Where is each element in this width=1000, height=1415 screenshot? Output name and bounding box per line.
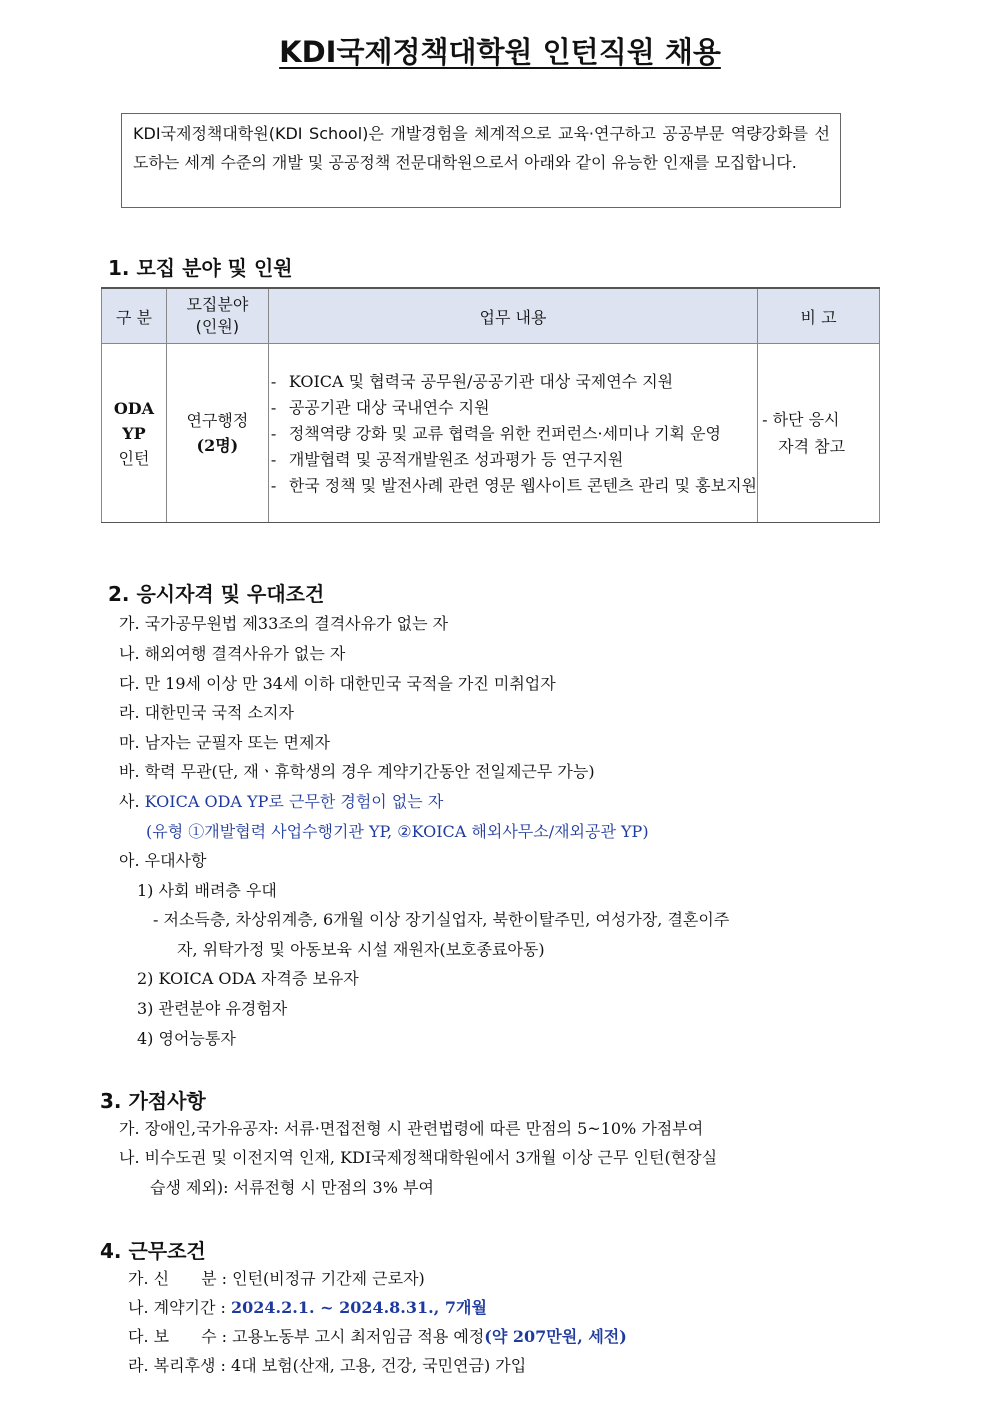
qual-item: 마. 남자는 군필자 또는 면제자	[119, 733, 330, 752]
header-field: 모집분야 (인원)	[166, 288, 268, 344]
header-note: 비 고	[758, 288, 880, 344]
pref-item: 3) 관련분야 유경험자	[137, 999, 288, 1018]
qual-item-sa-sub: (유형 ①개발협력 사업수행기관 YP, ②KOICA 해외사무소/재외공관 YP)	[146, 822, 649, 841]
section3-heading: 3. 가점사항	[100, 1089, 206, 1113]
qual-item-sa: 사. KOICA ODA YP로 근무한 경험이 없는 자	[119, 792, 444, 811]
duty-item: - 정책역량 강화 및 교류 협력을 위한 컨퍼런스·세미나 기획 운영	[270, 424, 721, 443]
duty-item: - KOICA 및 협력국 공무원/공공기관 대상 국제연수 지원	[270, 372, 674, 391]
pref-detail: - 저소득층, 차상위계층, 6개월 이상 장기실업자, 북한이탈주민, 여성가장, 결혼이주	[153, 910, 730, 929]
qual-item: 가. 국가공무원법 제33조의 결격사유가 없는 자	[119, 614, 449, 633]
pref-item: 4) 영어능통자	[137, 1029, 236, 1048]
recruit-table	[101, 287, 880, 523]
cell-note: - 하단 응시 자격 참고	[758, 344, 880, 523]
pref-item: 2) KOICA ODA 자격증 보유자	[137, 969, 359, 988]
condition-pay: 다. 보 수 : 고용노동부 고시 최저임금 적용 예정(약 207만원, 세전)	[128, 1327, 627, 1346]
bonus-item: 나. 비수도권 및 이전지역 인재, KDI국제정책대학원에서 3개월 이상 근무 인턴(현장실	[119, 1148, 718, 1167]
condition-welfare: 라. 복리후생 : 4대 보험(산재, 고용, 건강, 국민연금) 가입	[128, 1356, 527, 1375]
cell-field: 연구행정 (2명)	[166, 344, 268, 523]
condition-period: 나. 계약기간 : 2024.2.1. ~ 2024.8.31., 7개월	[128, 1298, 487, 1317]
header-category: 구 분	[102, 288, 167, 344]
cell-category: ODA YP 인턴	[102, 344, 167, 523]
duty-item: - 한국 정책 및 발전사례 관련 영문 웹사이트 콘텐츠 관리 및 홍보지원	[270, 476, 757, 495]
cell-duties	[268, 344, 757, 523]
bonus-item-cont: 습생 제외): 서류전형 시 만점의 3% 부여	[150, 1178, 434, 1197]
qual-item: 바. 학력 무관(단, 재ㆍ휴학생의 경우 계약기간동안 전일제근무 가능)	[119, 762, 595, 781]
pref-detail: 자, 위탁가정 및 아동보육 시설 재원자(보호종료아동)	[177, 940, 545, 959]
qual-item: 아. 우대사항	[119, 851, 207, 870]
qual-item: 나. 해외여행 결격사유가 없는 자	[119, 644, 346, 663]
page-title: KDI국제정책대학원 인턴직원 채용	[279, 35, 721, 69]
bonus-item: 가. 장애인,국가유공자: 서류·면접전형 시 관련법령에 따른 만점의 5~10% 가점부여	[119, 1119, 704, 1138]
header-duties: 업무 내용	[268, 288, 757, 344]
section4-heading: 4. 근무조건	[100, 1239, 206, 1263]
qual-item: 라. 대한민국 국적 소지자	[119, 703, 294, 722]
intro-box: KDI국제정책대학원(KDI School)은 개발경험을 체계적으로 교육·연구하고 공공부문 역량강화를 선도하는 세계 수준의 개발 및 공공정책 전문대학원으로서 아래와 같이 유능한 인재를 모집합니다.	[121, 113, 841, 208]
qual-item: 다. 만 19세 이상 만 34세 이하 대한민국 국적을 가진 미취업자	[119, 674, 556, 693]
condition-status: 가. 신 분 : 인턴(비정규 기간제 근로자)	[128, 1269, 425, 1288]
duty-item: - 개발협력 및 공적개발원조 성과평가 등 연구지원	[270, 450, 624, 469]
duty-item: - 공공기관 대상 국내연수 지원	[270, 398, 490, 417]
section2-heading: 2. 응시자격 및 우대조건	[108, 582, 325, 606]
pref-item: 1) 사회 배려층 우대	[137, 881, 277, 900]
section1-heading: 1. 모집 분야 및 인원	[108, 256, 293, 280]
